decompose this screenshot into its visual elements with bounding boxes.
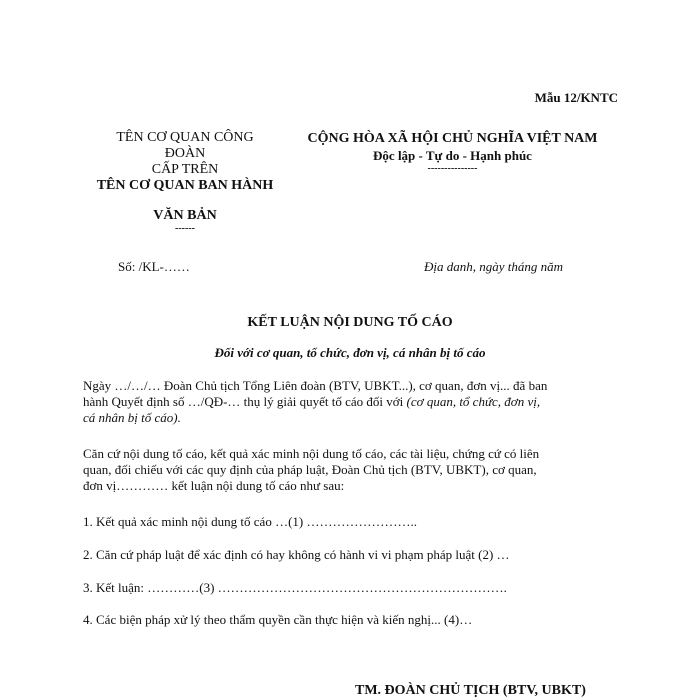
conclusion-item-2: 2. Căn cứ pháp luật để xác định có hay không có hành vi vi phạm pháp luật (2) … bbox=[83, 547, 510, 562]
agency-line-4: TÊN CƠ QUAN BAN HÀNH bbox=[96, 178, 274, 193]
basis-line-3: đơn vị………… kết luận nội dung tố cáo như sau: bbox=[83, 478, 345, 493]
motto-divider: --------------- bbox=[427, 163, 478, 174]
agency-divider: ------ bbox=[175, 223, 195, 234]
document-title: KẾT LUẬN NỘI DUNG TỐ CÁO bbox=[247, 315, 453, 330]
intro-line-3-italic: cá nhân bị tố cáo). bbox=[83, 410, 181, 425]
intro-paragraph bbox=[83, 378, 623, 426]
conclusion-item-1: 1. Kết quả xác minh nội dung tố cáo …(1) …………………….. bbox=[83, 514, 417, 529]
national-motto: Độc lập - Tự do - Hạnh phúc bbox=[373, 148, 532, 163]
conclusion-item-3: 3. Kết luận: …………(3) …………………………………………………………. bbox=[83, 580, 507, 595]
agency-line-1: TÊN CƠ QUAN CÔNG bbox=[116, 130, 254, 145]
agency-line-3: CẤP TRÊN bbox=[151, 162, 219, 177]
basis-line-2: quan, đối chiếu với các quy định của pháp luật, Đoàn Chủ tịch (BTV, UBKT), cơ quan, bbox=[83, 462, 537, 477]
document-number: Số: /KL-…… bbox=[118, 259, 190, 274]
intro-line-1: Ngày …/…/… Đoàn Chủ tịch Tổng Liên đoàn (BTV, UBKT...), cơ quan, đơn vị... đã ban bbox=[83, 378, 548, 393]
intro-line-2-text: hành Quyết định số …/QĐ-… thụ lý giải quyết tố cáo đối với bbox=[83, 394, 407, 409]
agency-line-5: VĂN BẢN bbox=[153, 208, 217, 223]
place-and-date: Địa danh, ngày tháng năm bbox=[424, 259, 564, 274]
basis-paragraph bbox=[83, 446, 623, 494]
basis-line-1: Căn cứ nội dung tố cáo, kết quả xác minh nội dung tố cáo, các tài liệu, chứng cứ có liên bbox=[83, 446, 540, 461]
document-subtitle: Đối với cơ quan, tổ chức, đơn vị, cá nhân bị tố cáo bbox=[214, 345, 486, 360]
national-header bbox=[285, 130, 620, 174]
intro-line-2 bbox=[83, 394, 623, 410]
nation-name: CỘNG HÒA XÃ HỘI CHỦ NGHĨA VIỆT NAM bbox=[307, 131, 598, 146]
issuing-agency-header bbox=[70, 130, 300, 234]
agency-line-2: ĐOÀN bbox=[164, 146, 206, 161]
form-code: Mẫu 12/KNTC bbox=[534, 90, 618, 105]
conclusion-item-4: 4. Các biện pháp xử lý theo thẩm quyền cần thực hiện và kiến nghị... (4)… bbox=[83, 612, 473, 627]
intro-line-2-italic: (cơ quan, tổ chức, đơn vị, bbox=[406, 394, 541, 409]
header-spacer bbox=[70, 194, 300, 208]
signature-block: TM. ĐOÀN CHỦ TỊCH (BTV, UBKT) bbox=[355, 683, 586, 698]
